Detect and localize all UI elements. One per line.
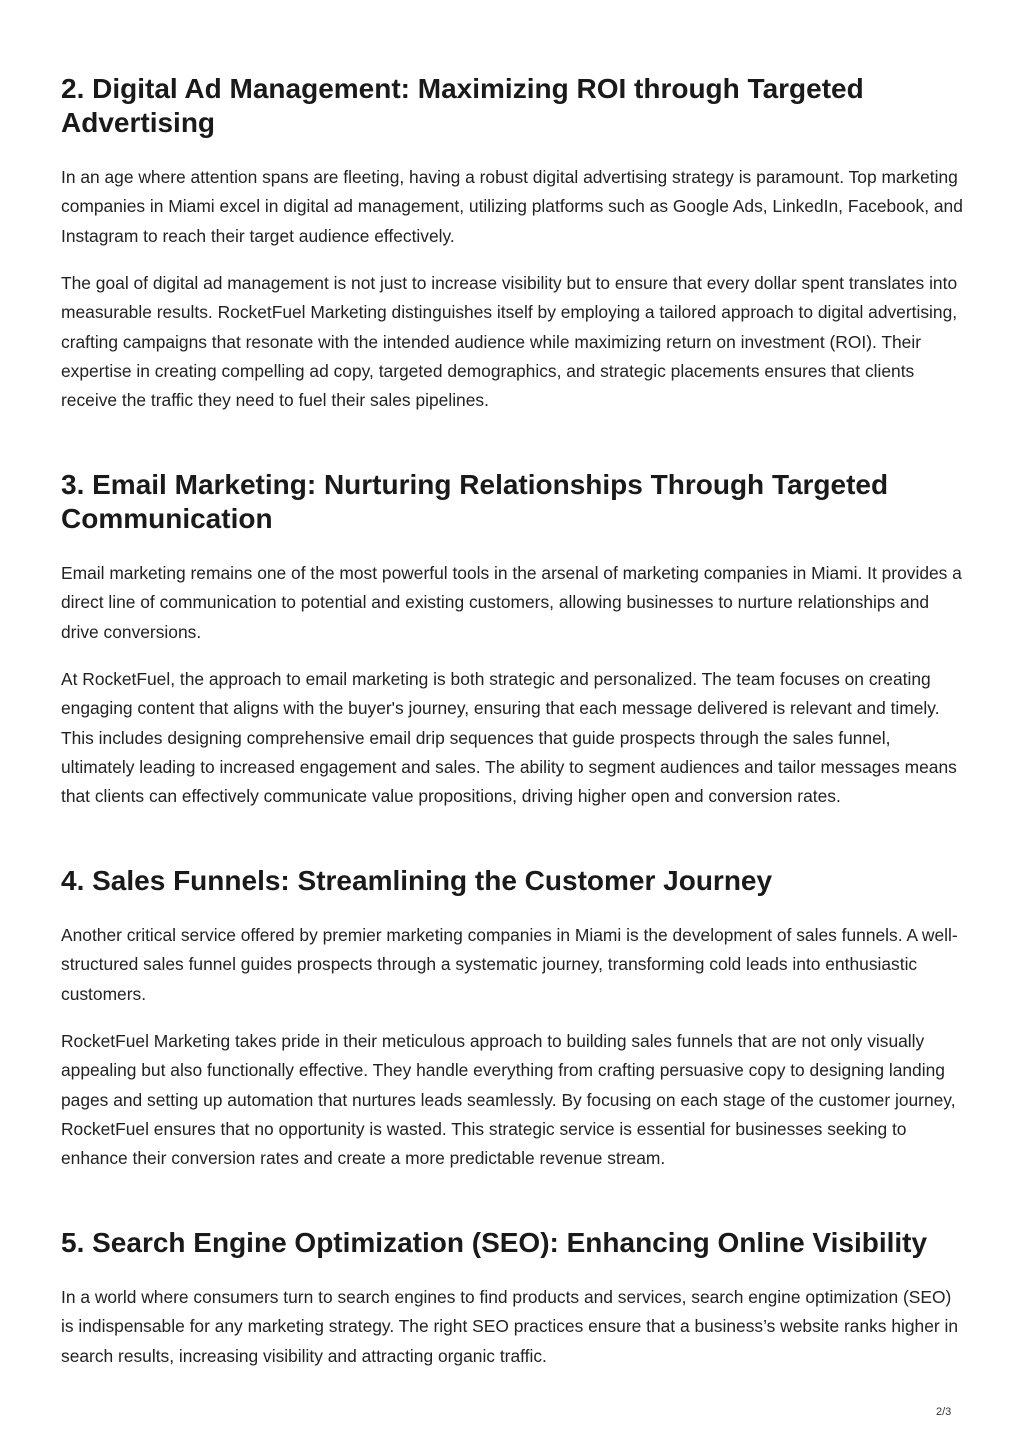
paragraph: RocketFuel Marketing takes pride in their meticulous approach to building sales funnels that are not only visually appealing but also functionally effective. They handle everything from crafting persuasive copy to designing landing pages and setting up automation that nurtures leads seamlessly. By focusing on each stage of the customer journey, RocketFuel ensures that no opportunity is wasted. This strategic service is essential for businesses seeking to enhance their conversion rates and create a more predictable revenue stream. bbox=[61, 1031, 956, 1169]
paragraph: Email marketing remains one of the most powerful tools in the arsenal of marketing companies in Miami. It provides a direct line of communication to potential and existing customers, allowing businesses to nurture relationships and drive conversions. bbox=[61, 563, 962, 642]
paragraph: In an age where attention spans are fleeting, having a robust digital advertising strategy is paramount. Top marketing companies in Miami excel in digital ad management, utilizing platforms such as Google Ads, LinkedIn, Facebook, and Instagram to reach their target audience effectively. bbox=[61, 167, 963, 246]
section-heading-seo: 5. Search Engine Optimization (SEO): Enhancing Online Visibility bbox=[61, 1227, 928, 1258]
page-number: 2/3 bbox=[936, 1406, 952, 1418]
section-heading-digital-ad-management: 2. Digital Ad Management: Maximizing ROI through Targeted Advertising bbox=[61, 73, 864, 138]
paragraph: The goal of digital ad management is not just to increase visibility but to ensure that every dollar spent translates into measurable results. RocketFuel Marketing distinguishes itself by employing a tailored approach to digital advertising, crafting campaigns that resonate with the intended audience while maximizing return on investment (ROI). Their expertise in creating compelling ad copy, targeted demographics, and strategic placements ensures that clients receive the traffic they need to fuel their sales pipelines. bbox=[61, 273, 958, 411]
paragraph: Another critical service offered by premier marketing companies in Miami is the development of sales funnels. A well-structured sales funnel guides prospects through a systematic journey, transforming cold leads into enthusiastic customers. bbox=[61, 925, 958, 1004]
section-heading-email-marketing: 3. Email Marketing: Nurturing Relationships Through Targeted Communication bbox=[61, 469, 889, 534]
paragraph: At RocketFuel, the approach to email marketing is both strategic and personalized. The team focuses on creating engaging content that aligns with the buyer's journey, ensuring that each message delivered is relevant and timely. This includes designing comprehensive email drip sequences that guide prospects through the sales funnel, ultimately leading to increased engagement and sales. The ability to segment audiences and tailor messages means that clients can effectively communicate value propositions, driving higher open and conversion rates. bbox=[61, 669, 957, 807]
section-heading-sales-funnels: 4. Sales Funnels: Streamlining the Customer Journey bbox=[61, 865, 773, 896]
paragraph: In a world where consumers turn to search engines to find products and services, search engine optimization (SEO) is indispensable for any marketing strategy. The right SEO practices ensure that a business’s website ranks higher in search results, increasing visibility and attracting organic traffic. bbox=[61, 1287, 959, 1366]
